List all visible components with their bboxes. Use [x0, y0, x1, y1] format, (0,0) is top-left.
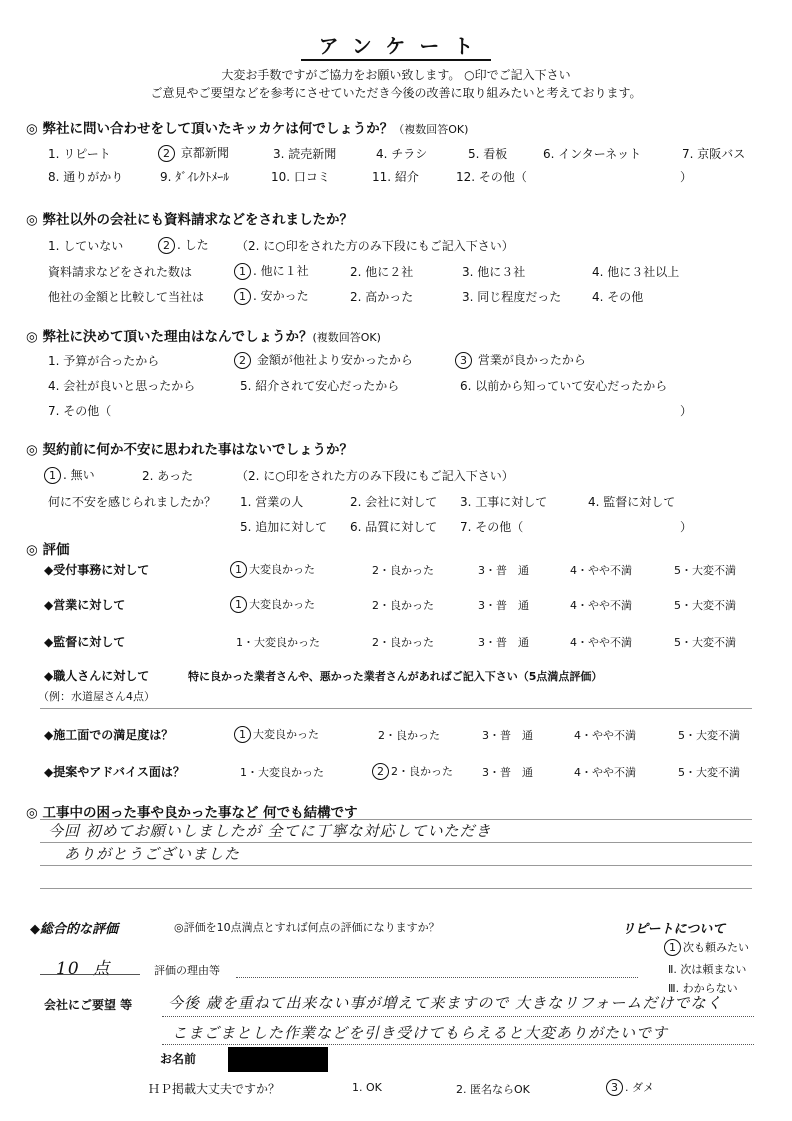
request-line-1[interactable]: 今後 歳を重ねて出来ない事が増えて来ますので 大きなリフォームだけでなく — [168, 994, 723, 1012]
eval-supervisor-opt-1[interactable]: 1・大変良かった — [236, 636, 320, 649]
q1-opt-12[interactable]: 12. その他（ — [456, 170, 527, 184]
q4-sub-opt-6[interactable]: 6. 品質に対して — [350, 520, 438, 534]
request-label: 会社にご要望 等 — [44, 998, 133, 1012]
divider — [40, 708, 752, 709]
request-line — [162, 1044, 754, 1045]
score-underline — [40, 974, 140, 975]
request-line — [162, 1016, 754, 1017]
q4-sub-opt-2[interactable]: 2. 会社に対して — [350, 495, 438, 509]
q4-question: ◎ 契約前に何か不安に思われた事はないでしょうか？ — [26, 442, 353, 458]
circle-mark-icon: 3 — [455, 352, 472, 369]
q4-sub-opt-3[interactable]: 3. 工事に対して — [460, 495, 548, 509]
eval-advice-opt-1[interactable]: 1・大変良かった — [240, 766, 324, 779]
repeat-opt-3[interactable]: Ⅲ. わからない — [668, 982, 738, 995]
eval-sales-opt-4[interactable]: 4・やや不満 — [570, 599, 632, 612]
comments-heading: ◎ 工事中の困った事や良かった事など 何でも結構です — [26, 805, 358, 821]
circle-mark-icon: 1 — [44, 467, 61, 484]
eval-advice-opt-2[interactable]: 2 2・良かった — [372, 763, 453, 780]
circle-mark-icon: 2 — [372, 763, 389, 780]
eval-construction-opt-5[interactable]: 5・大変不満 — [678, 729, 740, 742]
eval-advice-opt-3[interactable]: 3・普 通 — [482, 766, 533, 779]
eval-row-sales-label: ◆営業に対して — [44, 598, 126, 612]
q3-opt-6[interactable]: 6. 以前から知っていて安心だったから — [460, 379, 668, 393]
q4-sub-opt-7-close: ） — [680, 520, 693, 534]
eval-construction-opt-4[interactable]: 4・やや不満 — [574, 729, 636, 742]
eval-reception-opt-2[interactable]: 2・良かった — [372, 564, 434, 577]
q1-opt-12-close: ） — [680, 170, 693, 184]
repeat-opt-1[interactable]: 1 次も頼みたい — [664, 939, 749, 956]
q1-question: ◎ 弊社に問い合わせをして頂いたキッカケは何でしょうか？（複数回答OK) — [26, 121, 469, 137]
circle-mark-icon: 1 — [234, 726, 251, 743]
request-line-2[interactable]: こまごまとした作業などを引き受けてもらえると大変ありがたいです — [172, 1024, 669, 1042]
q3-opt-7-close: ） — [680, 404, 693, 418]
circle-mark-icon: 1 — [230, 596, 247, 613]
q2-count-opt-1[interactable]: 1 . 他に１社 — [234, 262, 309, 280]
q4-sub-label: 何に不安を感じられましたか？ — [48, 495, 217, 509]
q2-compare-opt-3[interactable]: 3. 同じ程度だった — [462, 290, 562, 304]
q1-opt-8[interactable]: 8. 通りがかり — [48, 170, 124, 184]
circle-mark-icon: 1 — [230, 561, 247, 578]
eval-craft-label: ◆職人さんに対して — [44, 669, 150, 683]
q3-question: ◎ 弊社に決めて頂いた理由はなんでしょうか？(複数回答OK) — [26, 329, 381, 345]
hp-opt-3[interactable]: 3 . ダメ — [606, 1079, 654, 1096]
q1-opt-1[interactable]: 1. リピート — [48, 147, 111, 161]
divider — [40, 888, 752, 889]
intro-line-1: 大変お手数ですがご協力をお願い致します。 ○印でご記入下さい — [221, 68, 571, 82]
q3-opt-1[interactable]: 1. 予算が合ったから — [48, 354, 160, 368]
overall-question: ◎評価を10点満点とすれば何点の評価になりますか？ — [174, 921, 440, 934]
page-title: アンケート — [0, 30, 792, 59]
eval-reception-opt-3[interactable]: 3・普 通 — [478, 564, 529, 577]
eval-reception-opt-4[interactable]: 4・やや不満 — [570, 564, 632, 577]
eval-sales-opt-1[interactable]: 1 大変良かった — [230, 596, 315, 613]
eval-sales-opt-2[interactable]: 2・良かった — [372, 599, 434, 612]
q2-count-opt-3[interactable]: 3. 他に３社 — [462, 265, 526, 279]
redacted-name — [228, 1047, 328, 1072]
eval-supervisor-opt-4[interactable]: 4・やや不満 — [570, 636, 632, 649]
q3-opt-7[interactable]: 7. その他（ — [48, 404, 112, 418]
eval-sales-opt-5[interactable]: 5・大変不満 — [674, 599, 736, 612]
q1-opt-4[interactable]: 4. チラシ — [376, 147, 428, 161]
q3-opt-4[interactable]: 4. 会社が良いと思ったから — [48, 379, 196, 393]
q3-opt-3[interactable]: 3 営業が良かったから — [455, 351, 586, 369]
q3-opt-5[interactable]: 5. 紹介されて安心だったから — [240, 379, 400, 393]
circle-mark-icon: 1 — [234, 288, 251, 305]
eval-row-supervisor-label: ◆監督に対して — [44, 635, 126, 649]
eval-craft-example: （例：水道屋さん4点） — [38, 690, 155, 703]
circle-mark-icon: 1 — [664, 939, 681, 956]
q1-opt-2[interactable]: 2 京都新聞 — [158, 144, 229, 162]
q2-opt-1[interactable]: 1. していない — [48, 239, 124, 253]
eval-reception-opt-1[interactable]: 1 大変良かった — [230, 561, 315, 578]
intro-line-2: ご意見やご要望などを参考にさせていただき今後の改善に取り組みたいと考えております。 — [150, 86, 642, 100]
eval-heading: ◎ 評価 — [26, 542, 70, 558]
repeat-opt-2[interactable]: Ⅱ. 次は頼まない — [668, 963, 747, 976]
name-label: お名前 — [160, 1052, 197, 1066]
reason-line — [236, 977, 638, 978]
circle-mark-icon: 2 — [158, 145, 175, 162]
q2-compare-opt-1[interactable]: 1 . 安かった — [234, 287, 309, 305]
divider — [40, 865, 752, 866]
circle-mark-icon: 2 — [158, 237, 175, 254]
eval-construction-opt-3[interactable]: 3・普 通 — [482, 729, 533, 742]
eval-construction-opt-1[interactable]: 1 大変良かった — [234, 726, 319, 743]
eval-supervisor-opt-3[interactable]: 3・普 通 — [478, 636, 529, 649]
q1-opt-9[interactable]: 9. ﾀﾞｲﾚｸﾄﾒｰﾙ — [160, 170, 230, 184]
comments-line-2[interactable]: ありがとうございました — [64, 845, 241, 863]
overall-heading: ◆総合的な評価 — [30, 922, 118, 937]
q2-note: （2. に○印をされた方のみ下段にもご記入下さい） — [236, 239, 514, 253]
eval-supervisor-opt-2[interactable]: 2・良かった — [372, 636, 434, 649]
q1-opt-5[interactable]: 5. 看板 — [468, 147, 508, 161]
q2-question: ◎ 弊社以外の会社にも資料請求などをされましたか？ — [26, 212, 353, 228]
q4-opt-2[interactable]: 2. あった — [142, 469, 194, 483]
q2-opt-2[interactable]: 2 . した — [158, 236, 209, 254]
q1-opt-7[interactable]: 7. 京阪バス — [682, 147, 746, 161]
eval-advice-opt-5[interactable]: 5・大変不満 — [678, 766, 740, 779]
q1-opt-3[interactable]: 3. 読売新聞 — [273, 147, 337, 161]
eval-construction-opt-2[interactable]: 2・良かった — [378, 729, 440, 742]
overall-score[interactable]: 10 点 — [56, 959, 111, 979]
eval-reception-opt-5[interactable]: 5・大変不満 — [674, 564, 736, 577]
q4-sub-opt-7[interactable]: 7. その他（ — [460, 520, 524, 534]
eval-supervisor-opt-5[interactable]: 5・大変不満 — [674, 636, 736, 649]
q4-note: （2. に○印をされた方のみ下段にもご記入下さい） — [236, 469, 514, 483]
eval-craft-note: 特に良かった業者さんや、悪かった業者さんがあればご記入下さい（5点満点評価） — [188, 670, 603, 683]
q4-sub-opt-4[interactable]: 4. 監督に対して — [588, 495, 676, 509]
circle-mark-icon: 3 — [606, 1079, 623, 1096]
q1-opt-11[interactable]: 11. 紹介 — [372, 170, 419, 184]
repeat-heading: リピートについて — [622, 922, 726, 937]
q2-count-opt-4[interactable]: 4. 他に３社以上 — [592, 265, 680, 279]
eval-sales-opt-3[interactable]: 3・普 通 — [478, 599, 529, 612]
hp-opt-2[interactable]: 2. 匿名ならOK — [456, 1083, 530, 1096]
q2-count-opt-2[interactable]: 2. 他に２社 — [350, 265, 414, 279]
q1-opt-6[interactable]: 6. インターネット — [543, 147, 642, 161]
circle-mark-icon: 2 — [234, 352, 251, 369]
eval-row-construction-label: ◆施工面での満足度は？ — [44, 728, 174, 742]
q2-count-label: 資料請求などをされた数は — [48, 265, 193, 279]
q4-sub-opt-5[interactable]: 5. 追加に対して — [240, 520, 328, 534]
eval-advice-opt-4[interactable]: 4・やや不満 — [574, 766, 636, 779]
eval-row-advice-label: ◆提案やアドバイス面は？ — [44, 765, 185, 779]
eval-row-reception-label: ◆受付事務に対して — [44, 563, 150, 577]
hp-question: ＨＰ掲載大丈夫ですか？ — [148, 1082, 281, 1096]
q2-compare-opt-2[interactable]: 2. 高かった — [350, 290, 414, 304]
circle-mark-icon: 1 — [234, 263, 251, 280]
q3-opt-2[interactable]: 2 金額が他社より安かったから — [234, 351, 413, 369]
hp-opt-1[interactable]: 1. OK — [352, 1081, 382, 1094]
reason-label: 評価の理由等 — [154, 964, 220, 977]
q1-opt-10[interactable]: 10. 口コミ — [271, 170, 330, 184]
q4-sub-opt-1[interactable]: 1. 営業の人 — [240, 495, 304, 509]
comments-line-1[interactable]: 今回 初めてお願いしましたが 全てに丁寧な対応していただき — [48, 822, 492, 840]
q2-compare-opt-4[interactable]: 4. その他 — [592, 290, 644, 304]
q4-opt-1[interactable]: 1 . 無い — [44, 466, 95, 484]
q2-compare-label: 他社の金額と比較して当社は — [48, 290, 205, 304]
